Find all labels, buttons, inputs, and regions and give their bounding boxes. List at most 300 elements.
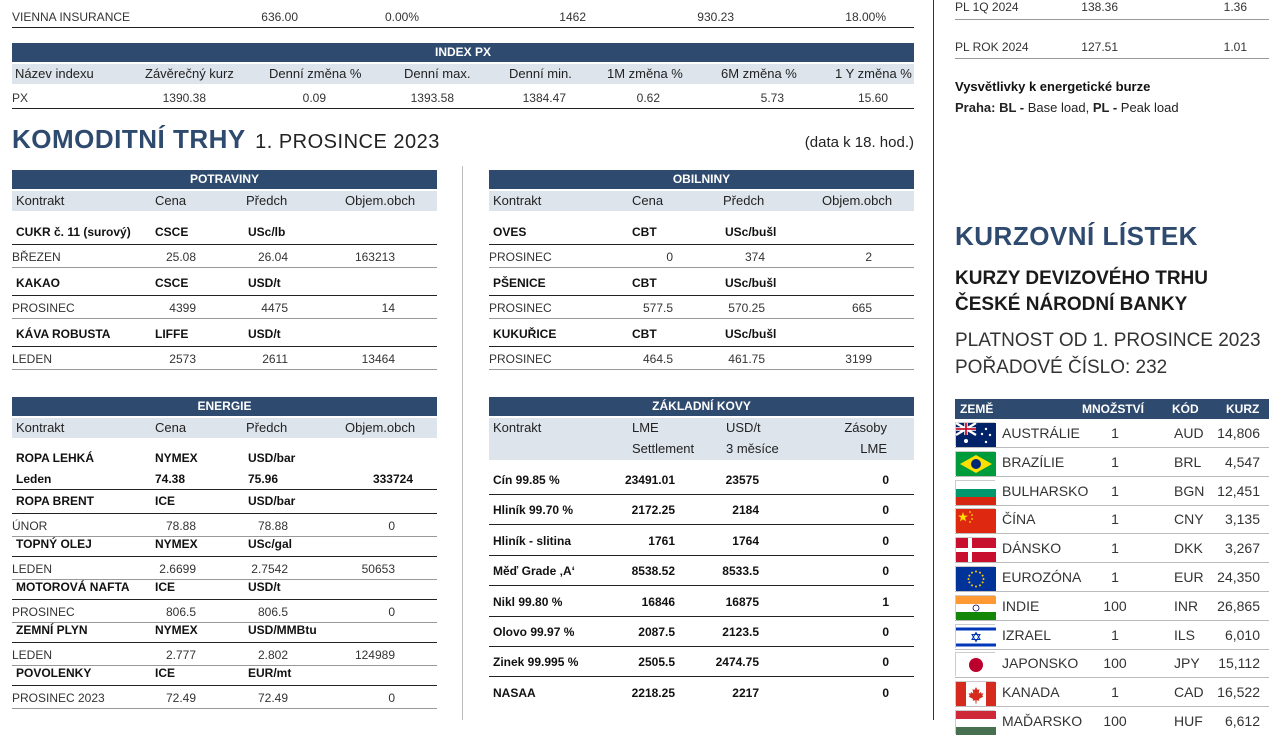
th: Kontrakt: [16, 420, 65, 435]
contract-exchange: ICE: [155, 580, 176, 594]
metal-row: [493, 686, 914, 702]
contract-month: LEDEN: [12, 352, 53, 366]
th: MNOŽSTVÍ: [1082, 402, 1144, 416]
israel-flag-icon: [955, 624, 995, 648]
fx-quantity: 1: [1111, 453, 1119, 470]
kovy-title: ZÁKLADNÍ KOVY: [489, 397, 914, 416]
td: 1393.58: [410, 91, 454, 105]
fx-code: HUF: [1174, 713, 1203, 729]
eurozone-flag-icon: [955, 566, 995, 590]
td: 15.60: [857, 91, 888, 105]
contract-prev: 72.49: [257, 691, 288, 705]
contract-values: [12, 250, 437, 266]
energie-ropa-lehka: [16, 451, 437, 467]
contract-volume: 665: [851, 301, 872, 315]
fx-rate: 14,806: [1217, 425, 1260, 441]
kurzovni-title: KURZOVNÍ LÍSTEK: [955, 221, 1198, 251]
divider: [12, 346, 437, 347]
contract-values: [12, 691, 437, 707]
fx-quantity: 100: [1103, 597, 1127, 614]
fx-code: EUR: [1174, 569, 1204, 585]
energie-ropa-lehka-values: [16, 472, 437, 488]
contract-month: LEDEN: [12, 648, 53, 662]
fx-row: [955, 563, 1269, 591]
contract-name: OVES: [493, 225, 527, 239]
contract-name: PŠENICE: [493, 276, 546, 290]
fx-country: BRAZÍLIE: [1002, 453, 1065, 470]
divider: [12, 685, 437, 686]
energie-title: ENERGIE: [12, 397, 437, 416]
divider: [489, 267, 914, 268]
divider: [12, 599, 437, 600]
australia-flag-icon: [955, 422, 995, 446]
divider: [12, 369, 437, 370]
legend-title: Vysvětlivky k energetické burze: [955, 79, 1151, 94]
fx-rate: 15,112: [1218, 655, 1260, 672]
th: Objem.obch: [822, 193, 893, 208]
contract-exchange: ICE: [155, 494, 176, 508]
contract-month: PROSINEC: [489, 301, 552, 315]
contract-row: [16, 276, 437, 292]
metal-3m: 8533.5: [722, 564, 759, 579]
divider: [12, 267, 437, 268]
bulgaria-flag-icon: [955, 480, 995, 504]
fx-quantity: 1: [1111, 511, 1119, 528]
contract-row: [16, 225, 437, 241]
metal-settlement: 2172.25: [631, 503, 675, 518]
fx-quantity: 1: [1111, 626, 1119, 643]
divider: [489, 616, 914, 617]
komodity-note: (data k 18. hod.): [804, 134, 914, 151]
fx-country: AUSTRÁLIE: [1002, 425, 1080, 441]
th: Objem.obch: [345, 193, 416, 208]
metal-name: NASAA: [493, 685, 536, 700]
contract-price: 2.777: [165, 648, 196, 662]
fx-country: KANADA: [1002, 684, 1060, 701]
top-row-c4: 930.23: [697, 10, 734, 24]
th: Zásoby: [844, 420, 887, 435]
fx-rate: 16,522: [1217, 684, 1260, 701]
contract-month: PROSINEC: [489, 352, 552, 366]
contract-volume: 124989: [354, 648, 395, 662]
contract-month: BŘEZEN: [12, 250, 61, 264]
canada-flag-icon: [955, 681, 995, 705]
fx-country: IZRAEL: [1002, 626, 1052, 643]
contract-month: PROSINEC: [489, 250, 552, 264]
divider: [12, 513, 437, 514]
legend-praha: Praha:: [955, 100, 996, 115]
contract-values: [12, 352, 437, 368]
metal-3m: 2474.75: [715, 655, 759, 670]
contract-values: [12, 605, 437, 621]
fx-row: [955, 419, 1269, 447]
contract-price: 806.5: [165, 605, 196, 619]
fx-code: CNY: [1174, 511, 1204, 528]
kovy-header: [489, 418, 914, 460]
contract-price: 25.08: [165, 250, 196, 264]
contract-values: [489, 250, 914, 266]
fx-rate: 6,010: [1224, 626, 1260, 643]
contract-row: [16, 327, 437, 343]
obilniny-title: OBILNINY: [489, 170, 914, 189]
contract-prev: 570.25: [728, 301, 765, 315]
komodity-title: KOMODITNÍ TRHY: [12, 124, 246, 154]
metal-name: Olovo 99.97 %: [493, 625, 575, 639]
contract-row: [16, 580, 437, 596]
contract-price: 72.49: [165, 691, 196, 705]
contract-prev: 26.04: [257, 250, 288, 264]
metal-name: Zinek 99.995 %: [493, 655, 579, 670]
divider: [489, 318, 914, 319]
contract-row: [16, 494, 437, 510]
column-divider: [462, 166, 463, 720]
th: Cena: [155, 420, 187, 435]
legend-bl: BL -: [999, 100, 1025, 115]
fx-rate: 24,350: [1217, 569, 1260, 585]
contract-exchange: CBT: [632, 225, 657, 239]
fx-country: ČÍNA: [1002, 511, 1036, 528]
contract-prev: 374: [744, 250, 765, 264]
metal-stock: 0: [882, 655, 889, 670]
contract-price: 74.38: [155, 472, 186, 486]
contract-volume: 0: [388, 519, 395, 533]
komodity-date: 1. PROSINCE 2023: [255, 131, 440, 153]
contract-prev: 461.75: [728, 352, 765, 366]
th: Předch: [246, 420, 288, 435]
energie-header: [12, 418, 437, 438]
japan-flag-icon: [955, 652, 995, 676]
fx-rate: 12,451: [1217, 482, 1260, 499]
contract-values: [12, 519, 437, 535]
fx-quantity: 1: [1111, 482, 1119, 499]
contract-exchange: LIFFE: [155, 327, 189, 341]
fx-quantity: 1: [1111, 540, 1119, 557]
contract-unit: USD/t: [248, 327, 281, 341]
contract-unit: USD/t: [248, 276, 281, 290]
th: KURZ: [1226, 402, 1260, 416]
fx-row: [955, 678, 1269, 706]
th: Denní max.: [404, 66, 471, 81]
th: Kontrakt: [493, 193, 542, 208]
divider: [489, 555, 914, 556]
fx-row: [955, 707, 1269, 735]
metal-row: [493, 534, 914, 550]
pl-label: PL 1Q 2024: [955, 0, 1019, 14]
th: Kontrakt: [493, 420, 542, 435]
td: 0.09: [302, 91, 326, 105]
divider: [12, 708, 437, 709]
contract-values: [489, 352, 914, 368]
contract-month: PROSINEC 2023: [12, 691, 105, 705]
contract-volume: 13464: [361, 352, 395, 366]
pl-row: [955, 0, 1269, 16]
contract-price: 464.5: [642, 352, 673, 366]
pl-value2: 1.36: [1223, 0, 1247, 14]
contract-row: [493, 276, 914, 292]
divider: [489, 369, 914, 370]
index-px-header: [12, 64, 914, 84]
contract-name: POVOLENKY: [16, 666, 92, 680]
divider: [955, 58, 1269, 59]
pl-row: [955, 40, 1269, 56]
metal-stock: 0: [882, 503, 889, 518]
denmark-flag-icon: [955, 537, 995, 561]
fx-row: [955, 592, 1269, 620]
fx-row: [955, 448, 1269, 476]
pl-value1: 138.36: [1081, 0, 1118, 14]
metal-row: [493, 595, 914, 611]
contract-exchange: CSCE: [155, 225, 189, 239]
divider: [489, 346, 914, 347]
fx-code: AUD: [1174, 425, 1204, 441]
contract-volume: 14: [381, 301, 395, 315]
metal-3m: 1764: [732, 533, 759, 548]
fx-quantity: 100: [1103, 655, 1127, 672]
metal-stock: 0: [882, 564, 889, 579]
contract-volume: 163213: [354, 250, 395, 264]
contract-volume: 333724: [372, 472, 413, 486]
contract-price: 2573: [169, 352, 196, 366]
divider: [12, 642, 437, 643]
divider: [489, 646, 914, 647]
contract-volume: 0: [388, 691, 395, 705]
th: Objem.obch: [345, 420, 416, 435]
th: 1M změna %: [607, 66, 683, 81]
contract-month: ÚNOR: [12, 519, 48, 533]
fx-country: EUROZÓNA: [1002, 569, 1082, 585]
fx-quantity: 1: [1111, 425, 1119, 441]
td: 5.73: [760, 91, 784, 105]
fx-code: INR: [1174, 597, 1199, 614]
metal-name: Hliník 99.70 %: [493, 503, 574, 518]
contract-name: KAKAO: [16, 276, 60, 290]
divider: [12, 295, 437, 296]
potraviny-title: POTRAVINY: [12, 170, 437, 189]
th: Cena: [632, 193, 664, 208]
contract-unit: USD/t: [248, 580, 281, 594]
divider: [489, 494, 914, 495]
kurzovni-order: POŘADOVÉ ČÍSLO: 232: [955, 357, 1168, 378]
divider: [489, 295, 914, 296]
th: Kontrakt: [16, 193, 65, 208]
hungary-flag-icon: [955, 710, 995, 734]
fx-rate: 4,547: [1224, 453, 1260, 470]
divider: [489, 676, 914, 677]
contract-name: ROPA LEHKÁ: [16, 451, 94, 465]
divider: [12, 318, 437, 319]
contract-price: 577.5: [642, 301, 673, 315]
contract-unit: USc/gal: [248, 537, 293, 551]
fx-code: JPY: [1174, 655, 1200, 672]
contract-row: [16, 666, 437, 682]
metal-stock: 0: [882, 473, 889, 487]
contract-values: [489, 301, 914, 317]
metal-settlement: 2218.25: [631, 685, 675, 700]
metal-row: [493, 564, 914, 580]
contract-volume: 3199: [845, 352, 872, 366]
contract-name: ZEMNÍ PLYN: [16, 623, 88, 637]
pl-value2: 1.01: [1223, 40, 1247, 54]
contract-unit: USc/lb: [248, 225, 286, 239]
td: 0.62: [636, 91, 660, 105]
metal-name: Měď Grade ‚A‘: [493, 564, 575, 579]
column-divider: [933, 0, 934, 720]
fx-rate: 3,267: [1224, 540, 1260, 557]
td: PX: [12, 91, 29, 105]
metal-settlement: 2505.5: [638, 655, 675, 670]
china-flag-icon: [955, 508, 995, 532]
kurzovni-subtitle2: ČESKÉ NÁRODNÍ BANKY: [955, 294, 1188, 315]
th: Denní změna %: [269, 66, 362, 81]
contract-volume: 0: [388, 605, 395, 619]
fx-code: CAD: [1174, 684, 1204, 701]
contract-unit: USc/bušl: [725, 225, 777, 239]
contract-exchange: NYMEX: [155, 451, 198, 465]
contract-prev: 4475: [261, 301, 288, 315]
contract-exchange: ICE: [155, 666, 176, 680]
fx-quantity: 100: [1103, 713, 1127, 729]
top-row-vienna: [12, 10, 914, 26]
contract-name: ROPA BRENT: [16, 494, 94, 508]
fx-country: BULHARSKO: [1002, 482, 1089, 499]
kurzovni-header: [955, 399, 1269, 419]
top-row-name: VIENNA INSURANCE: [12, 10, 131, 24]
metal-3m: 23575: [725, 473, 759, 487]
contract-prev: 2611: [262, 352, 288, 366]
metal-name: Cín 99.85 %: [493, 473, 560, 487]
top-row-c2: 0.00%: [384, 10, 419, 24]
fx-quantity: 1: [1111, 684, 1119, 701]
contract-name: MOTOROVÁ NAFTA: [16, 580, 130, 594]
legend-bl-text: Base load,: [1027, 100, 1090, 115]
th: 6M změna %: [721, 66, 797, 81]
divider: [955, 19, 1269, 20]
th: Denní min.: [509, 66, 572, 81]
brazil-flag-icon: [955, 451, 995, 475]
contract-price: 2.6699: [159, 562, 196, 576]
contract-prev: 2.7542: [251, 562, 288, 576]
fx-country: DÁNSKO: [1002, 540, 1062, 557]
th: KÓD: [1172, 402, 1199, 416]
top-row-c1: 636.00: [261, 10, 298, 24]
th: 1 Y změna %: [835, 66, 912, 81]
legend-line: [955, 100, 1179, 115]
metal-name: Hliník - slitina: [493, 533, 572, 548]
obilniny-header: [489, 191, 914, 211]
fx-code: BRL: [1174, 453, 1202, 470]
contract-exchange: NYMEX: [155, 623, 198, 637]
contract-price: 0: [666, 250, 673, 264]
metal-row: [493, 625, 914, 641]
metal-settlement: 1761: [648, 533, 675, 548]
metal-settlement: 23491.01: [624, 473, 675, 487]
contract-row: [493, 327, 914, 343]
contract-prev: 78.88: [257, 519, 288, 533]
contract-price: 78.88: [165, 519, 196, 533]
fx-code: DKK: [1174, 540, 1203, 557]
kurzovni-validity: PLATNOST OD 1. PROSINCE 2023: [955, 330, 1261, 351]
fx-country: JAPONSKO: [1002, 655, 1079, 672]
th: Settlement: [632, 441, 695, 456]
fx-rate: 6,612: [1224, 713, 1260, 729]
metal-stock: 0: [882, 625, 889, 639]
metal-3m: 2217: [732, 685, 759, 700]
top-row-c5: 18.00%: [845, 10, 886, 24]
contract-volume: 50653: [361, 562, 395, 576]
potraviny-header: [12, 191, 437, 211]
index-px-title: INDEX PX: [12, 43, 914, 62]
th: Předch: [723, 193, 765, 208]
fx-country: INDIE: [1002, 597, 1040, 614]
contract-exchange: CBT: [632, 276, 657, 290]
fx-row: [955, 649, 1269, 677]
contract-name: CUKR č. 11 (surový): [16, 225, 131, 239]
contract-exchange: NYMEX: [155, 537, 198, 551]
fx-rate: 3,135: [1224, 511, 1260, 528]
contract-volume: 2: [865, 250, 872, 264]
contract-month: PROSINEC: [12, 605, 75, 619]
fx-code: BGN: [1174, 482, 1205, 499]
contract-unit: USD/bar: [248, 451, 296, 465]
pl-label: PL ROK 2024: [955, 40, 1029, 54]
th: USD/t: [726, 420, 761, 435]
th: Cena: [155, 193, 187, 208]
contract-values: [12, 648, 437, 664]
th: ZEMĚ: [960, 402, 994, 416]
td: 1384.47: [522, 91, 566, 105]
contract-month: PROSINEC: [12, 301, 75, 315]
divider: [12, 108, 914, 109]
contract-prev: 75.96: [248, 472, 279, 486]
komodity-heading: [12, 124, 440, 155]
metal-3m: 16875: [725, 594, 759, 609]
contract-row: [16, 537, 437, 553]
metal-settlement: 2087.5: [638, 625, 675, 639]
contract-name: KÁVA ROBUSTA: [16, 327, 111, 341]
metal-3m: 2123.5: [722, 625, 759, 639]
contract-exchange: CSCE: [155, 276, 189, 290]
fx-row: [955, 534, 1269, 562]
fx-rate: 26,865: [1217, 597, 1260, 614]
metal-stock: 0: [882, 533, 889, 548]
fx-quantity: 1: [1111, 569, 1119, 585]
th: 3 měsíce: [726, 441, 779, 456]
contract-prev: 806.5: [257, 605, 288, 619]
fx-code: ILS: [1174, 626, 1196, 643]
contract-row: [493, 225, 914, 241]
th: Název indexu: [15, 66, 94, 81]
th: Předch: [246, 193, 288, 208]
divider: [489, 524, 914, 525]
metal-3m: 2184: [732, 503, 759, 518]
contract-name: KUKUŘICE: [493, 327, 557, 341]
th: LME: [632, 420, 659, 435]
contract-exchange: CBT: [632, 327, 657, 341]
metal-row: [493, 473, 914, 489]
contract-name: TOPNÝ OLEJ: [16, 537, 92, 551]
contract-month: LEDEN: [12, 562, 53, 576]
kurzovni-subtitle1: KURZY DEVIZOVÉHO TRHU: [955, 268, 1209, 289]
divider: [12, 489, 437, 490]
metal-row: [493, 655, 914, 671]
legend-pl-text: Peak load: [1120, 100, 1179, 115]
india-flag-icon: [955, 595, 995, 619]
contract-unit: USD/bar: [248, 494, 296, 508]
fx-row: [955, 621, 1269, 649]
index-px-row: [12, 91, 914, 107]
contract-month: Leden: [16, 472, 52, 486]
pl-value1: 127.51: [1081, 40, 1118, 54]
